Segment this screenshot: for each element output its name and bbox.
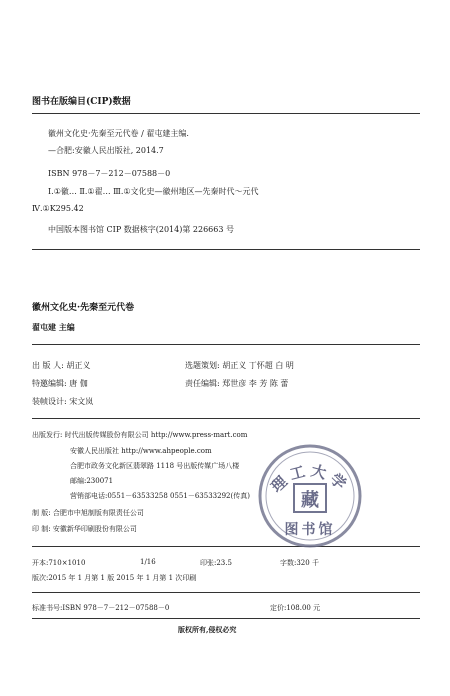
special-editor-label: 特邀编辑: bbox=[32, 379, 67, 388]
stamp-arc-text: 理工大学 bbox=[267, 461, 353, 496]
responsible-editor-row bbox=[185, 378, 288, 389]
cip-data-number: 中国版本图书馆 CIP 数据核字(2014)第 226663 号 bbox=[48, 225, 234, 234]
library-stamp bbox=[254, 440, 366, 552]
design-label: 装帧设计: bbox=[32, 397, 67, 406]
fold: 1/16 bbox=[140, 558, 156, 566]
rights-notice: 版权所有,侵权必究 bbox=[178, 625, 237, 634]
postcode: 邮编:230071 bbox=[70, 477, 114, 485]
footer-divider bbox=[32, 618, 420, 619]
cip-isbn: ISBN 978－7－212－07588－0 bbox=[48, 169, 171, 178]
planning-label: 选题策划: bbox=[185, 361, 220, 370]
plate-label: 制 版: bbox=[32, 509, 51, 517]
title-divider bbox=[32, 344, 420, 345]
cip-subject-1: Ⅰ.①徽… Ⅱ.①翟… Ⅲ.①文化史—徽州地区—先秦时代～元代 bbox=[48, 187, 259, 196]
edition: 版次:2015 年 1 月第 1 版 2015 年 1 月第 1 次印刷 bbox=[32, 574, 197, 582]
publisher-row bbox=[32, 360, 90, 371]
planning-names: 胡正义 丁怀超 白 明 bbox=[222, 361, 294, 370]
footer-price: 定价:108.00 元 bbox=[270, 604, 321, 612]
responsible-editor-label: 责任编辑: bbox=[185, 379, 220, 388]
stamp-center-text: 藏 bbox=[301, 490, 319, 511]
book-editor: 翟屯建 主编 bbox=[32, 322, 75, 332]
cip-divider bbox=[32, 113, 420, 114]
special-editor-row bbox=[32, 378, 88, 389]
press-info: 安徽人民出版社 http://www.ahpeople.com bbox=[70, 447, 212, 455]
plate-company: 合肥市中旭制版有限责任公司 bbox=[52, 509, 144, 517]
issue-label: 出版发行: bbox=[32, 431, 63, 439]
print-row bbox=[32, 524, 137, 534]
plate-row bbox=[32, 508, 144, 518]
print-label: 印 制: bbox=[32, 525, 51, 533]
cip-line-2: —合肥:安徽人民出版社, 2014.7 bbox=[48, 146, 164, 155]
responsible-editor-names: 郑世彦 李 芳 陈 蕾 bbox=[222, 379, 289, 388]
word-count: 字数:320 千 bbox=[280, 559, 319, 567]
planning-row bbox=[185, 360, 294, 371]
issue-row bbox=[32, 430, 247, 440]
book-title: 徽州文化史·先秦至元代卷 bbox=[32, 303, 135, 313]
stamp-svg bbox=[254, 440, 366, 552]
design-row bbox=[32, 396, 93, 407]
cip-heading: 图书在版编目(CIP)数据 bbox=[32, 97, 131, 107]
cip-bottom-divider bbox=[32, 249, 420, 250]
special-editor-name: 唐 伽 bbox=[69, 379, 88, 388]
publisher-name: 胡正义 bbox=[66, 361, 91, 370]
issue-text: 时代出版传媒股份有限公司 http://www.press-mart.com bbox=[64, 431, 248, 439]
specs-divider bbox=[32, 592, 420, 593]
print-company: 安徽新华印刷股份有限公司 bbox=[52, 525, 137, 533]
footer-isbn: 标准书号:ISBN 978－7－212－07588－0 bbox=[32, 604, 170, 612]
stamp-bottom-text: 图书馆 bbox=[284, 522, 336, 538]
sheets: 印张:23.5 bbox=[200, 559, 232, 567]
format: 开本:710×1010 bbox=[32, 559, 86, 567]
press-address: 合肥市政务文化新区翡翠路 1118 号出版传媒广场八楼 bbox=[70, 462, 240, 470]
cip-subject-2: Ⅳ.①K295.42 bbox=[32, 204, 84, 213]
sales-phone: 营销部电话:0551－63533258 0551－63533292(传真) bbox=[70, 492, 250, 500]
staff-divider bbox=[32, 418, 420, 419]
design-name: 宋文岚 bbox=[69, 397, 94, 406]
publisher-label: 出 版 人: bbox=[32, 361, 64, 370]
cip-line-1: 徽州文化史·先秦至元代卷 / 翟屯建主编. bbox=[48, 129, 189, 138]
